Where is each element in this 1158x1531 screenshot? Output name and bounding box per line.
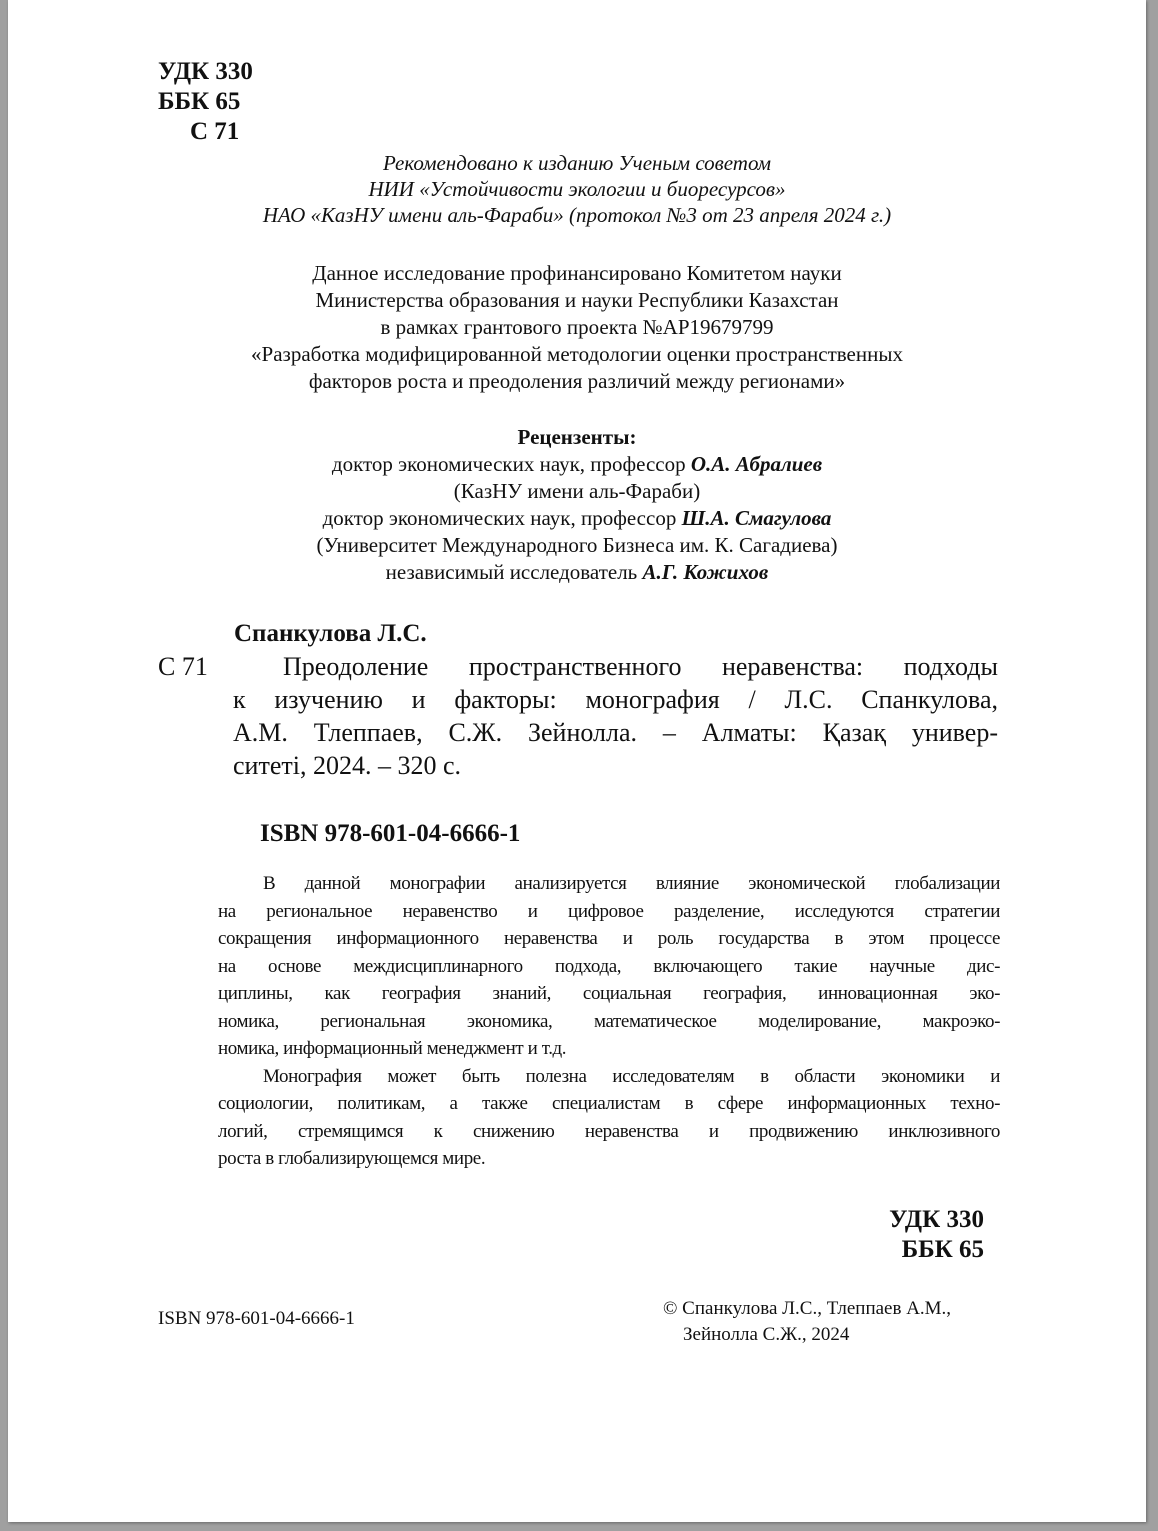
reviewer-role: доктор экономических наук, профессор xyxy=(322,506,682,530)
abstract-line: номика, региональная экономика, математическое моделирование, макроэко- xyxy=(218,1010,1000,1032)
abstract-line: циплины, как география знаний, социальная география, инновационная эко- xyxy=(218,983,1000,1004)
reviewer-org: (Университет Международного Бизнеса им. К. Сагадиева) xyxy=(316,533,838,557)
bbk-code: ББК 65 xyxy=(158,88,241,115)
biblio-line: А.М. Тлеппаев, С.Ж. Зейнолла. – Алматы: Қазақ универ- xyxy=(233,718,998,747)
reviewer-org: (КазНУ имени аль-Фараби) xyxy=(453,479,701,503)
copyright xyxy=(663,1296,951,1348)
biblio-line: ситеті, 2024. – 320 с. xyxy=(233,751,461,780)
funding-block xyxy=(0,260,1156,395)
reviewer-1 xyxy=(0,451,1156,478)
abstract-line: роста в глобализирующемся мире. xyxy=(218,1148,486,1169)
funding-line: факторов роста и преодоления различий между регионами» xyxy=(308,369,846,393)
reviewer-name: Ш.А. Смагулова xyxy=(681,506,832,530)
funding-line: в рамках грантового проекта №AP19679799 xyxy=(380,315,774,339)
recommendation-line: НИИ «Устойчивости экологии и биоресурсов» xyxy=(368,177,786,201)
abstract-line: на основе междисциплинарного подхода, включающего такие научные дис- xyxy=(218,955,1000,977)
bibliographic-description xyxy=(233,650,998,782)
reviewer-role: независимый исследователь xyxy=(385,560,643,584)
funding-line: Министерства образования и науки Республики Казахстан xyxy=(315,288,839,312)
abstract-line: номика, информационный менеджмент и т.д. xyxy=(218,1038,567,1059)
footer-isbn: ISBN 978-601-04-6666-1 xyxy=(158,1308,355,1329)
abstract-line: Монография может быть полезна исследователям в области экономики и xyxy=(263,1065,1000,1087)
book-author: Спанкулова Л.С. xyxy=(234,620,427,647)
biblio-line: к изучению и факторы: монография / Л.С. Спанкулова, xyxy=(233,685,998,714)
abstract-line: сокращения информационного неравенства и роль государства в этом процессе xyxy=(218,928,1000,949)
author-mark: С 71 xyxy=(190,118,240,145)
udk-code: УДК 330 xyxy=(158,58,253,85)
funding-line: Данное исследование профинансировано Комитетом науки xyxy=(312,261,842,285)
recommendation-line: НАО «КазНУ имени аль-Фараби» (протокол №3 от 23 апреля 2024 г.) xyxy=(262,203,892,227)
abstract xyxy=(218,870,1000,1173)
abstract-line: В данной монографии анализируется влияние экономической глобализации xyxy=(263,873,1000,894)
abstract-line: социологии, политикам, а также специалистам в сфере информационных техно- xyxy=(218,1093,1000,1114)
recommendation-block xyxy=(0,150,1156,228)
reviewer-role: доктор экономических наук, профессор xyxy=(331,452,691,476)
copyright-line: Зейнолла С.Ж., 2024 xyxy=(683,1324,850,1345)
udk-code-bottom: УДК 330 xyxy=(889,1206,984,1233)
funding-line: «Разработка модифицированной методологии оценки пространственных xyxy=(251,342,903,366)
book-page xyxy=(8,0,1146,1522)
copyright-line: © Спанкулова Л.С., Тлеппаев А.М., xyxy=(663,1298,952,1319)
reviewers-block xyxy=(0,424,1156,586)
reviewer-name: О.А. Абралиев xyxy=(690,452,823,476)
abstract-line: логий, стремящимся к снижению неравенства и продвижению инклюзивного xyxy=(218,1120,1000,1142)
reviewer-3 xyxy=(0,559,1156,586)
bottom-codes xyxy=(889,1205,984,1265)
biblio-code: С 71 xyxy=(158,652,208,681)
biblio-line: Преодоление пространственного неравенства: подходы xyxy=(283,652,998,681)
recommendation-line: Рекомендовано к изданию Ученым советом xyxy=(382,151,772,175)
bbk-code-bottom: ББК 65 xyxy=(901,1236,984,1263)
reviewer-name: А.Г. Кожихов xyxy=(642,560,769,584)
reviewers-heading: Рецензенты: xyxy=(517,425,637,449)
abstract-line: на региональное неравенство и цифровое разделение, исследуются стратегии xyxy=(218,900,1000,922)
isbn-main: ISBN 978-601-04-6666-1 xyxy=(260,820,521,847)
reviewer-2 xyxy=(0,505,1156,532)
